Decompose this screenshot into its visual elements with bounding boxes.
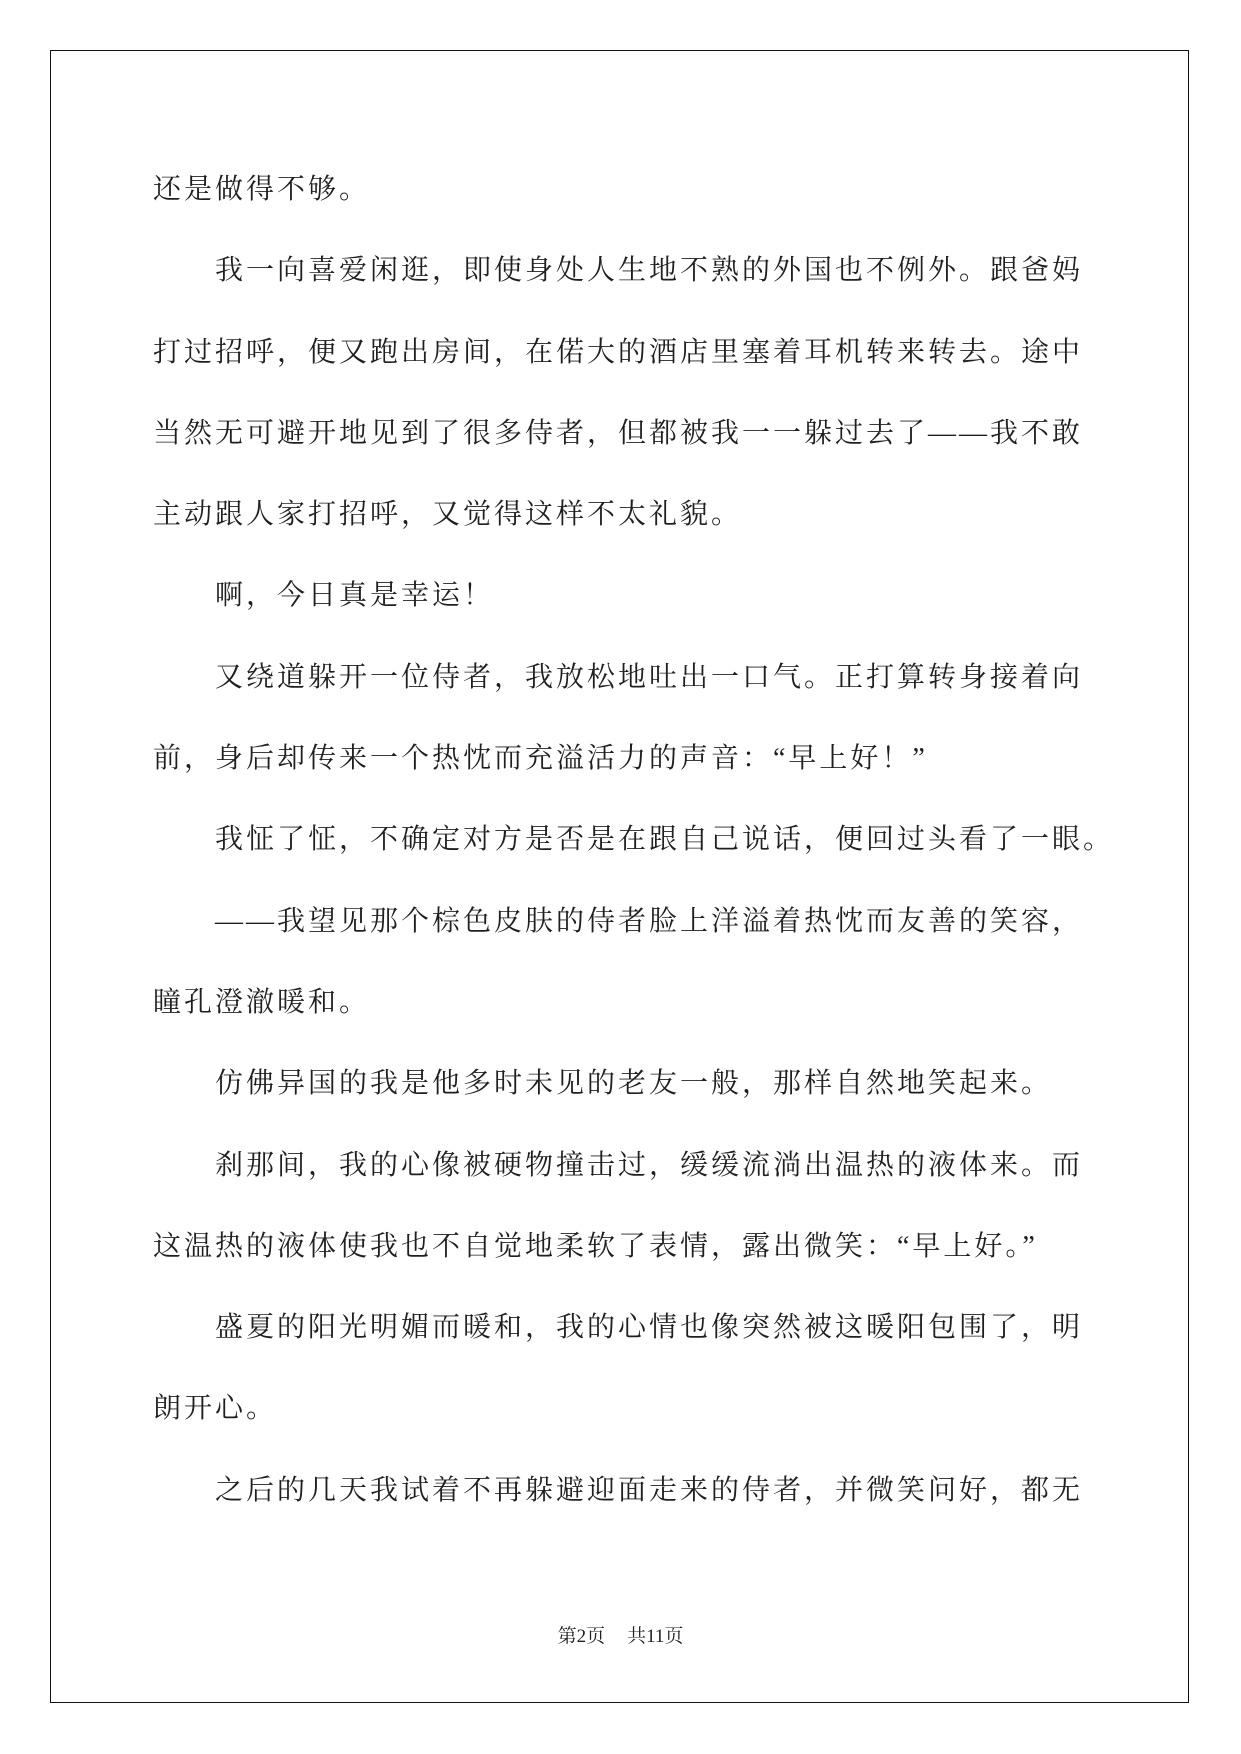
text-line: ——我望见那个棕色皮肤的侍者脸上洋溢着热忱而友善的笑容， bbox=[215, 905, 1084, 937]
paragraph bbox=[153, 799, 1153, 880]
text-line: 刹那间，我的心像被硬物撞击过，缓缓流淌出温热的液体来。而 bbox=[215, 1149, 1084, 1181]
text-line: 朗开心。 bbox=[153, 1393, 278, 1425]
paragraph bbox=[153, 881, 1153, 1044]
text-line: 我怔了怔，不确定对方是否是在跟自己说话，便回过头看了一眼。 bbox=[215, 824, 1115, 856]
text-line: 主动跟人家打招呼，又觉得这样不太礼貌。 bbox=[153, 499, 743, 531]
text-line: 打过招呼，便又跑出房间，在偌大的酒店里塞着耳机转来转去。途中 bbox=[153, 336, 1084, 368]
paragraph bbox=[153, 637, 1153, 800]
text-line: 之后的几天我试着不再躲避迎面走来的侍者，并微笑问好，都无 bbox=[215, 1474, 1084, 1506]
page-number: 第2页 bbox=[557, 1626, 606, 1647]
text-line: 这温热的液体使我也不自觉地柔软了表情，露出微笑：“早上好。” bbox=[153, 1230, 1038, 1262]
page-footer bbox=[0, 1624, 1241, 1650]
text-line: 瞳孔澄澈暖和。 bbox=[153, 986, 371, 1018]
paragraph bbox=[153, 149, 1153, 230]
text-line: 盛夏的阳光明媚而暖和，我的心情也像突然被这暖阳包围了，明 bbox=[215, 1312, 1084, 1344]
paragraph bbox=[153, 1125, 1153, 1288]
body-text bbox=[153, 149, 1153, 1531]
text-line: 还是做得不够。 bbox=[153, 174, 371, 205]
paragraph bbox=[153, 230, 1153, 555]
text-line: 又绕道躲开一位侍者，我放松地吐出一口气。正打算转身接着向 bbox=[215, 661, 1084, 693]
text-line: 仿佛异国的我是他多时未见的老友一般，那样自然地笑起来。 bbox=[215, 1068, 1053, 1100]
paragraph bbox=[153, 1450, 1153, 1531]
text-line: 啊，今日真是幸运！ bbox=[215, 580, 495, 612]
paragraph bbox=[153, 1287, 1153, 1450]
text-line: 我一向喜爱闲逛，即使身处人生地不熟的外国也不例外。跟爸妈 bbox=[215, 255, 1084, 287]
paragraph bbox=[153, 1043, 1153, 1124]
page-total: 共11页 bbox=[627, 1626, 684, 1647]
text-line: 前，身后却传来一个热忱而充溢活力的声音：“早上好！” bbox=[153, 743, 928, 775]
text-line: 当然无可避开地见到了很多侍者，但都被我一一躲过去了——我不敢 bbox=[153, 417, 1084, 449]
paragraph bbox=[153, 555, 1153, 636]
